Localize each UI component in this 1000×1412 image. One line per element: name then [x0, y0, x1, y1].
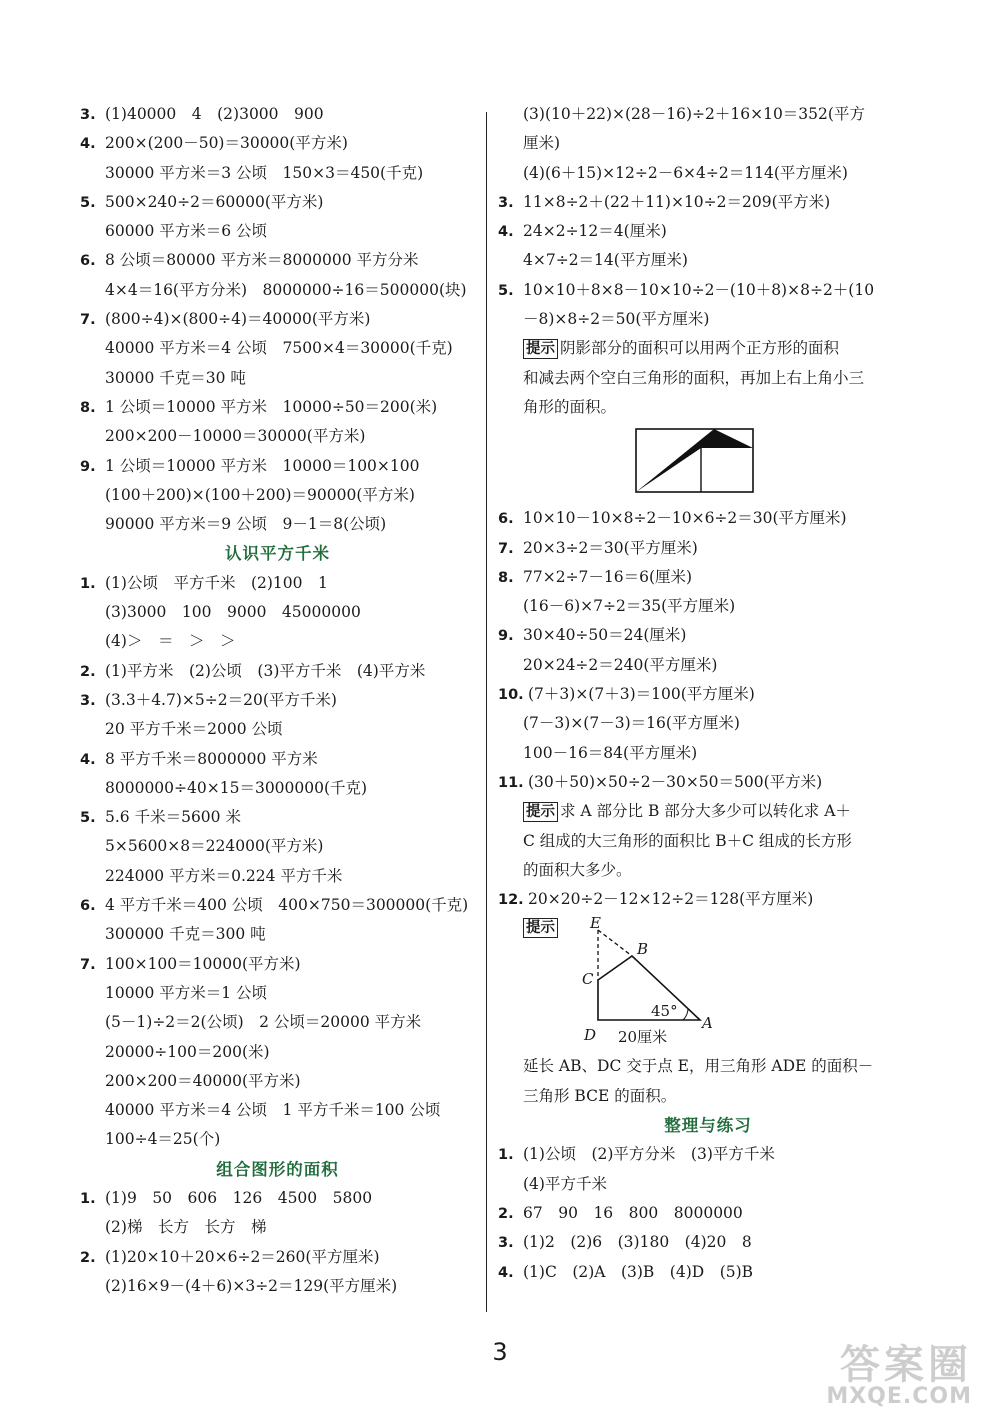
answer-line — [80, 569, 475, 598]
question-number: 12. — [498, 892, 524, 909]
answer-line — [80, 100, 475, 129]
question-number: 9. — [80, 458, 96, 475]
continuation-line: 40000 平方米＝4 公顷 7500×4＝30000(千克) — [105, 339, 453, 358]
question-number: 1. — [80, 1190, 96, 1207]
continuation-line: (2)梯 长方 长方 梯 — [105, 1218, 267, 1237]
answer-text: 30×40÷50＝24(厘米) — [523, 626, 687, 645]
answer-line — [498, 1199, 918, 1228]
answer-text: (1)9 50 606 126 4500 5800 — [105, 1188, 373, 1207]
answer-line — [498, 534, 918, 563]
answer-text: (30＋50)×50÷2－30×50＝500(平方米) — [528, 772, 823, 791]
watermark-logo-text: 答案圈 — [840, 1342, 972, 1388]
question-number: 1. — [80, 575, 96, 592]
hint-text: 求 A 部分比 B 部分大多少可以转化求 A＋ — [560, 802, 851, 821]
answer-line — [80, 803, 475, 832]
answer-text: 8 公顷＝80000 平方米＝8000000 平方分米 — [105, 251, 419, 270]
question-number: 6. — [80, 253, 96, 270]
question-number: 3. — [80, 692, 96, 709]
outer-rectangle — [636, 429, 753, 492]
question-number: 6. — [498, 511, 514, 528]
answer-line — [80, 686, 475, 715]
answer-line — [498, 217, 918, 246]
question-number: 2. — [80, 663, 96, 680]
hint-line — [498, 797, 918, 826]
answer-text: 10×10＋8×8－10×10÷2－(10＋8)×8÷2＋(10 — [523, 280, 875, 299]
answer-line — [80, 657, 475, 686]
continuation-line: 10000 平方米＝1 公顷 — [105, 983, 268, 1002]
continuation-line: －8)×8÷2＝50(平方厘米) — [523, 310, 710, 329]
answer-text: 1 公顷＝10000 平方米 10000＝100×100 — [105, 456, 420, 475]
continuation-line: 三角形 BCE 的面积。 — [523, 1086, 677, 1105]
continuation-line: 角形的面积。 — [523, 397, 617, 416]
label-e: E — [590, 914, 601, 933]
hint-label: 提示 — [523, 918, 558, 938]
answer-text: 200×(200－50)＝30000(平方米) — [105, 134, 348, 153]
answer-text: 8 平方千米＝8000000 平方米 — [105, 749, 318, 768]
answer-line — [80, 1184, 475, 1213]
answer-text: 1 公顷＝10000 平方米 10000÷50＝200(米) — [105, 397, 438, 416]
question-number: 4. — [80, 136, 96, 153]
continuation-line: (2)16×9－(4＋6)×3÷2＝129(平方厘米) — [105, 1276, 398, 1295]
answer-line — [498, 1140, 918, 1169]
answer-text: (800÷4)×(800÷4)＝40000(平方米) — [105, 310, 371, 329]
continuation-line: 20000÷100＝200(米) — [105, 1042, 270, 1061]
answer-line — [498, 768, 918, 797]
label-length: 20厘米 — [618, 1028, 668, 1047]
continuation-line: C 组成的大三角形的面积比 B＋C 组成的长方形 — [523, 831, 852, 850]
answer-text: (7＋3)×(7＋3)＝100(平方厘米) — [528, 685, 755, 704]
continuation-line: 60000 平方米＝6 公顷 — [105, 222, 268, 241]
continuation-line: (4)(6＋15)×12÷2－6×4÷2＝114(平方厘米) — [523, 163, 848, 182]
continuation-line: 5×5600×8＝224000(平方米) — [105, 837, 324, 856]
watermark-url: MXQE.COM — [826, 1384, 972, 1409]
label-c: C — [582, 970, 594, 989]
continuation-line: 90000 平方米＝9 公顷 9－1＝8(公顷) — [105, 515, 387, 534]
question-number: 3. — [498, 194, 514, 211]
answer-text: (3.3＋4.7)×5÷2＝20(平方千米) — [105, 690, 337, 709]
continuation-line: 100÷4＝25(个) — [105, 1130, 221, 1149]
section-heading: 组合图形的面积 — [216, 1159, 339, 1179]
answer-line — [80, 950, 475, 979]
continuation-line: 224000 平方米＝0.224 平方千米 — [105, 866, 343, 885]
answer-line — [498, 188, 918, 217]
answer-line — [498, 276, 918, 305]
question-number: 8. — [80, 399, 96, 416]
continuation-line: (4)＞ ＝ ＞ ＞ — [105, 632, 236, 651]
column-divider — [486, 112, 487, 1312]
continuation-line: (3)(10＋22)×(28－16)÷2＋16×10＝352(平方 — [523, 105, 865, 123]
continuation-line: (100＋200)×(100＋200)＝90000(平方米) — [105, 485, 415, 504]
question-number: 8. — [498, 569, 514, 586]
page-number: 3 — [492, 1338, 508, 1366]
answer-text: (1)公顷 平方千米 (2)100 1 — [105, 573, 328, 592]
continuation-line: 4×7÷2＝14(平方厘米) — [523, 251, 688, 270]
continuation-line: 30000 千克＝30 吨 — [105, 368, 246, 387]
section-heading: 认识平方千米 — [225, 544, 330, 564]
section-heading: 整理与练习 — [664, 1116, 752, 1136]
answer-line — [80, 129, 475, 158]
question-number: 2. — [80, 1249, 96, 1266]
answer-text: 11×8÷2＋(22＋11)×10÷2＝209(平方米) — [523, 192, 831, 211]
answer-line — [498, 680, 918, 709]
continuation-line: 20 平方千米＝2000 公顷 — [105, 720, 283, 739]
extension-dashed-ab — [598, 930, 632, 956]
continuation-line: 厘米) — [523, 134, 561, 153]
answer-text: 500×240÷2＝60000(平方米) — [105, 192, 324, 211]
continuation-line: 延长 AB、DC 交于点 E，用三角形 ADE 的面积－ — [523, 1057, 874, 1076]
continuation-line: 20×24÷2＝240(平方厘米) — [523, 655, 718, 674]
answer-line — [80, 246, 475, 275]
continuation-line: 8000000÷40×15＝3000000(千克) — [105, 778, 368, 797]
label-d: D — [584, 1026, 597, 1045]
continuation-line: 4×4＝16(平方分米) 8000000÷16＝500000(块) — [105, 280, 467, 299]
answer-text: 4 平方千米＝400 公顷 400×750＝300000(千克) — [105, 896, 469, 915]
answer-line — [80, 1243, 475, 1272]
answer-line — [498, 1228, 918, 1257]
hint-text: 阴影部分的面积可以用两个正方形的面积 — [560, 339, 840, 358]
answer-text: (1)2 (2)6 (3)180 (4)20 8 — [523, 1233, 752, 1252]
right-column — [498, 100, 918, 1287]
continuation-line: 和减去两个空白三角形的面积，再加上右上角小三 — [523, 368, 865, 387]
question-number: 5. — [80, 194, 96, 211]
trapezoid-shape — [598, 956, 700, 1020]
question-number: 7. — [80, 956, 96, 973]
label-angle: 45° — [651, 1002, 678, 1021]
trapezoid-hint-figure — [498, 914, 918, 1052]
answer-line — [80, 305, 475, 334]
continuation-line: (3)3000 100 9000 45000000 — [105, 603, 361, 622]
label-b: B — [637, 940, 649, 959]
answer-text: 77×2÷7－16＝6(厘米) — [523, 567, 693, 586]
question-number: 4. — [498, 224, 514, 241]
answer-text: 10×10－10×8÷2－10×6÷2＝30(平方厘米) — [523, 509, 847, 528]
hint-label: 提示 — [523, 339, 558, 359]
answer-text: (1)C (2)A (3)B (4)D (5)B — [523, 1262, 754, 1281]
continuation-line: (16－6)×7÷2＝35(平方厘米) — [523, 597, 736, 616]
continuation-line: (7－3)×(7－3)＝16(平方厘米) — [523, 714, 740, 733]
answer-line — [80, 393, 475, 422]
answer-text: 67 90 16 800 8000000 — [523, 1203, 743, 1222]
continuation-line: 100－16＝84(平方厘米) — [523, 743, 698, 762]
question-number: 3. — [80, 107, 96, 123]
continuation-line: (5－1)÷2＝2(公顷) 2 公顷＝20000 平方米 — [105, 1013, 422, 1032]
continuation-line: 30000 平方米＝3 公顷 150×3＝450(千克) — [105, 163, 424, 182]
answer-line — [498, 1258, 918, 1287]
answer-line — [498, 504, 918, 533]
hint-line — [498, 334, 918, 363]
left-column — [80, 100, 475, 1301]
angle-arc — [683, 1009, 688, 1020]
watermark — [826, 1342, 972, 1409]
question-number: 5. — [80, 810, 96, 827]
answer-text: 20×3÷2＝30(平方厘米) — [523, 538, 698, 557]
question-number: 4. — [80, 751, 96, 768]
continuation-line: 的面积大多少。 — [523, 860, 632, 879]
continuation-line: 200×200－10000＝30000(平方米) — [105, 427, 366, 446]
question-number: 7. — [498, 540, 514, 557]
question-number: 1. — [498, 1147, 514, 1164]
continuation-line: 200×200＝40000(平方米) — [105, 1071, 301, 1090]
answer-line — [498, 621, 918, 650]
hint-label: 提示 — [523, 802, 558, 822]
answer-line — [80, 891, 475, 920]
question-number: 3. — [498, 1235, 514, 1252]
answer-line — [80, 452, 475, 481]
answer-line — [498, 563, 918, 592]
answer-text: 20×20÷2－12×12÷2＝128(平方厘米) — [528, 890, 814, 909]
answer-text: (1)40000 4 (2)3000 900 — [105, 105, 324, 123]
answer-text: 100×100＝10000(平方米) — [105, 954, 301, 973]
continuation-line: (4)平方千米 — [523, 1174, 607, 1193]
continuation-line: 40000 平方米＝4 公顷 1 平方千米＝100 公顷 — [105, 1101, 441, 1120]
answer-text: (1)平方米 (2)公顷 (3)平方千米 (4)平方米 — [105, 661, 426, 680]
question-number: 7. — [80, 312, 96, 329]
question-number: 11. — [498, 774, 524, 791]
question-number: 5. — [498, 282, 514, 299]
continuation-line: 300000 千克＝300 吨 — [105, 925, 266, 944]
question-number: 4. — [498, 1264, 514, 1281]
answer-text: 24×2÷12＝4(厘米) — [523, 222, 667, 241]
answer-line — [498, 885, 918, 914]
shaded-area-figure — [498, 422, 918, 504]
question-number: 6. — [80, 898, 96, 915]
question-number: 2. — [498, 1205, 514, 1222]
answer-line — [80, 745, 475, 774]
shaded-area-diagram — [498, 422, 918, 504]
answer-text: 5.6 千米＝5600 米 — [105, 808, 241, 827]
answer-text: (1)公顷 (2)平方分米 (3)平方千米 — [523, 1145, 775, 1164]
shaded-region — [636, 429, 753, 492]
answer-text: (1)20×10＋20×6÷2＝260(平方厘米) — [105, 1247, 380, 1266]
label-a: A — [702, 1014, 713, 1033]
question-number: 9. — [498, 628, 514, 645]
question-number: 10. — [498, 687, 524, 704]
answer-line — [80, 188, 475, 217]
